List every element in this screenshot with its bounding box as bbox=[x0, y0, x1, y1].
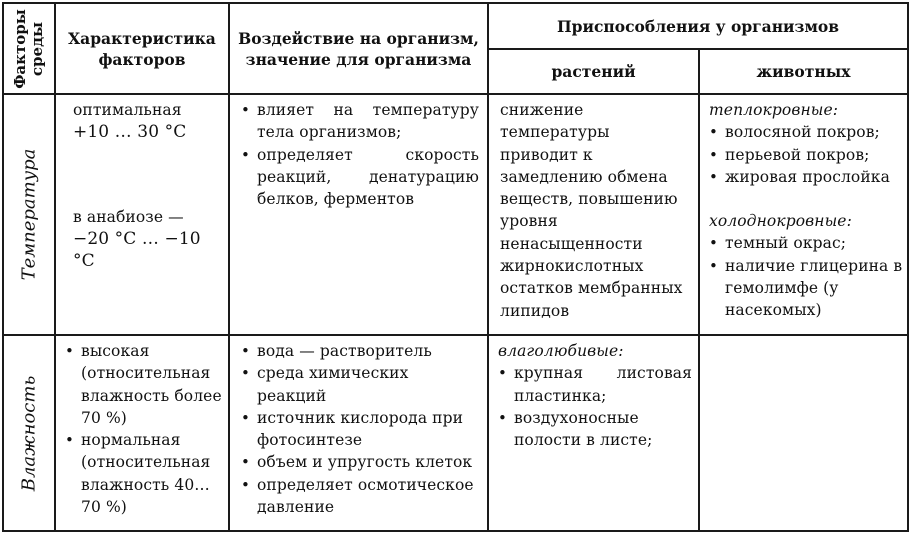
header-effect-line1: Воздействие на организм, bbox=[238, 28, 479, 48]
effect-item: • объем и упругость клеток bbox=[241, 451, 479, 473]
row-temperature-effect bbox=[230, 95, 487, 334]
warm-blooded-label: теплокровные: bbox=[709, 101, 839, 119]
effect-item: • влияет на температуру тела организмов; bbox=[241, 99, 479, 144]
header-characteristics bbox=[56, 4, 228, 93]
plant-item: • воздухоносные полости в листе; bbox=[498, 407, 692, 452]
border-right bbox=[907, 2, 909, 532]
characteristic-item: • нормальная (относительная влажность 40…70 %) bbox=[65, 429, 224, 518]
header-animals: животных bbox=[756, 62, 851, 81]
characteristic-item: • высокая (относительная влажность более 70 %) bbox=[65, 340, 224, 429]
row-humidity-characteristics bbox=[56, 336, 228, 530]
border-bottom bbox=[2, 530, 908, 532]
header-factors-line1: Факторы bbox=[11, 8, 30, 89]
header-characteristics-line2: факторов bbox=[98, 49, 186, 69]
warm-item: • волосяной покров; bbox=[709, 121, 903, 143]
row-humidity-plants bbox=[489, 336, 698, 530]
warm-item: • перьевой покров; bbox=[709, 144, 903, 166]
factor-label: Температура bbox=[18, 148, 40, 281]
factor-label: Влажность bbox=[18, 375, 40, 491]
cold-item: • темный окрас; bbox=[709, 232, 903, 254]
row-humidity-factor bbox=[4, 336, 54, 530]
spacer bbox=[709, 188, 903, 210]
optimal-value: +10 … 30 °C bbox=[73, 122, 187, 143]
effect-item: • источник кислорода при фотосинтезе bbox=[241, 407, 479, 452]
header-characteristics-line1: Характеристика bbox=[68, 28, 216, 48]
cold-item: • наличие глицерина в гемолимфе (у насекомых) bbox=[709, 255, 903, 322]
effect-item: • определяет осмотическое давление bbox=[241, 474, 479, 519]
header-effect bbox=[230, 4, 487, 93]
header-adaptations: Приспособления у организмов bbox=[556, 16, 840, 36]
row-temperature-characteristics bbox=[56, 95, 228, 334]
spacer bbox=[73, 144, 220, 206]
effect-item: • определяет скорость реакций, денатурацию белков, ферментов bbox=[241, 144, 479, 211]
effect-item: • вода — растворитель bbox=[241, 340, 479, 362]
effect-item: • среда химических реакций bbox=[241, 362, 479, 407]
plant-item: • крупная листовая пластинка; bbox=[498, 362, 692, 407]
optimal-label: оптимальная bbox=[73, 101, 182, 119]
cold-blooded-label: холоднокровные: bbox=[709, 212, 852, 231]
header-factors bbox=[4, 4, 54, 93]
row-temperature-plants bbox=[489, 95, 698, 334]
anabiosis-value: −20 °C … −10 °C bbox=[73, 228, 201, 272]
header-effect-line2: значение для организма bbox=[245, 49, 472, 69]
row-temperature-animals bbox=[700, 95, 907, 334]
row-humidity-effect bbox=[230, 336, 487, 530]
header-plants: растений bbox=[551, 62, 636, 81]
header-factors-line2: среды bbox=[28, 21, 47, 76]
row-temperature-factor bbox=[4, 95, 54, 334]
warm-item: • жировая прослойка bbox=[709, 166, 903, 188]
row-humidity-animals bbox=[700, 336, 907, 530]
plants-text: снижение температуры приводит к замедлению обмена веществ, повышению уровня ненасыщенности жирнокислотных остатков мембранных липидов bbox=[500, 101, 683, 320]
hygrophyte-label: влаголюбивые: bbox=[498, 342, 624, 360]
anabiosis-label: в анабиозе — bbox=[73, 207, 184, 226]
